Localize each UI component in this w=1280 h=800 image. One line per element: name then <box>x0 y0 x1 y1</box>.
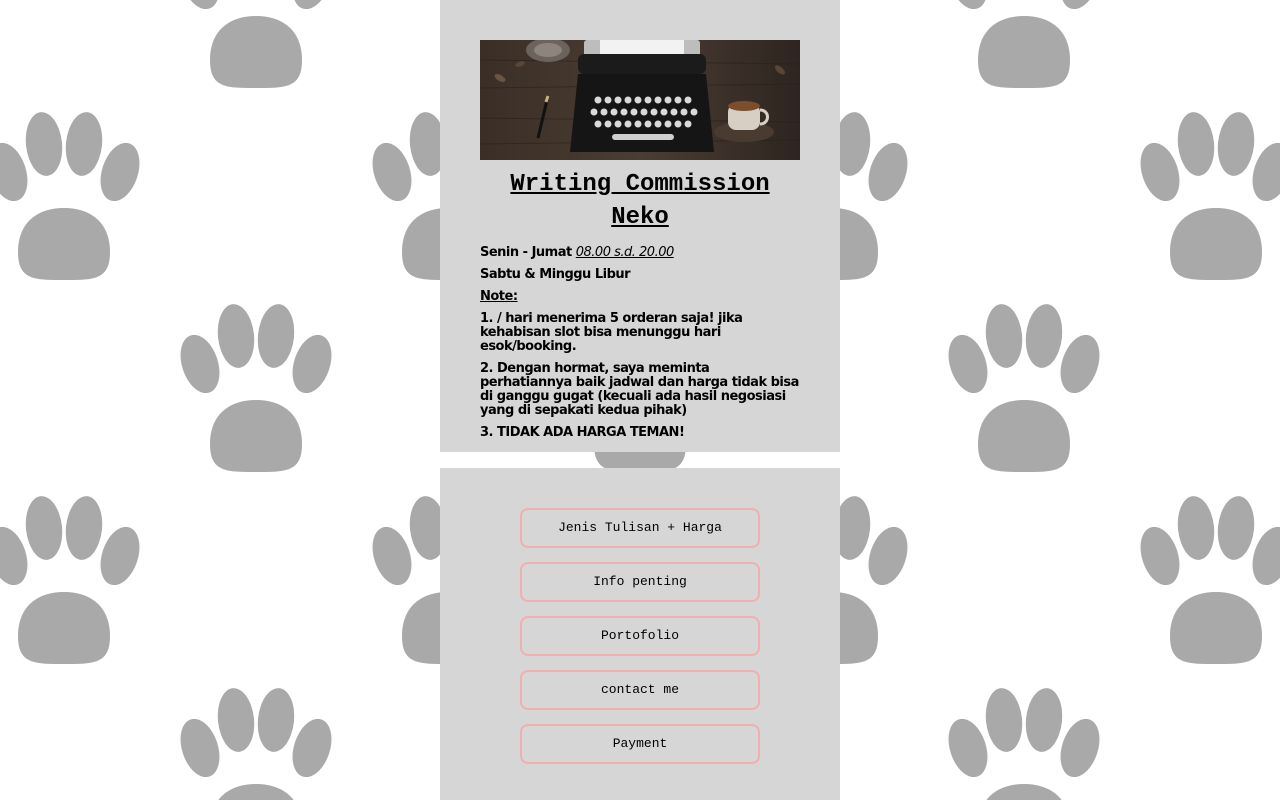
note-item: 2. Dengan hormat, saya meminta perhatiannya baik jadwal dan harga tidak bisa di ganggu gugat (kecuali ada hasil negosiasi yang di sepakati kedua pihak) <box>480 361 799 418</box>
weekdays-hours: 08.00 s.d. 20.00 <box>575 245 674 260</box>
link-list <box>520 508 760 778</box>
paw-icon <box>1134 110 1280 280</box>
link-button-jenis-tulisan-harga[interactable]: Jenis Tulisan + Harga <box>520 508 760 548</box>
note-label: Note: <box>480 289 518 304</box>
paw-icon <box>174 302 339 472</box>
schedule-weekend: Sabtu & Minggu Libur <box>480 267 631 282</box>
schedule-weekdays <box>480 246 800 260</box>
paw-icon <box>942 686 1107 800</box>
paw-icon <box>0 494 146 664</box>
paw-icon <box>174 686 339 800</box>
weekdays-label: Senin - Jumat <box>480 245 576 260</box>
paw-icon <box>174 0 339 88</box>
paw-icon <box>1134 494 1280 664</box>
profile-card <box>440 0 840 452</box>
typewriter-photo <box>480 40 800 160</box>
note-item: 3. TIDAK ADA HARGA TEMAN! <box>480 425 685 440</box>
paw-icon <box>942 302 1107 472</box>
link-button-portofolio[interactable]: Portofolio <box>520 616 760 656</box>
link-button-payment[interactable]: Payment <box>520 724 760 764</box>
link-button-contact-me[interactable]: contact me <box>520 670 760 710</box>
link-button-info-penting[interactable]: Info penting <box>520 562 760 602</box>
paw-icon <box>942 0 1107 88</box>
schedule-and-notes <box>480 244 800 448</box>
page-title: Writing Commission Neko <box>510 171 770 231</box>
links-card <box>440 468 840 800</box>
note-item: 1. / hari menerima 5 orderan saja! jika kehabisan slot bisa menunggu hari esok/booking. <box>480 311 743 354</box>
paw-icon <box>0 110 146 280</box>
